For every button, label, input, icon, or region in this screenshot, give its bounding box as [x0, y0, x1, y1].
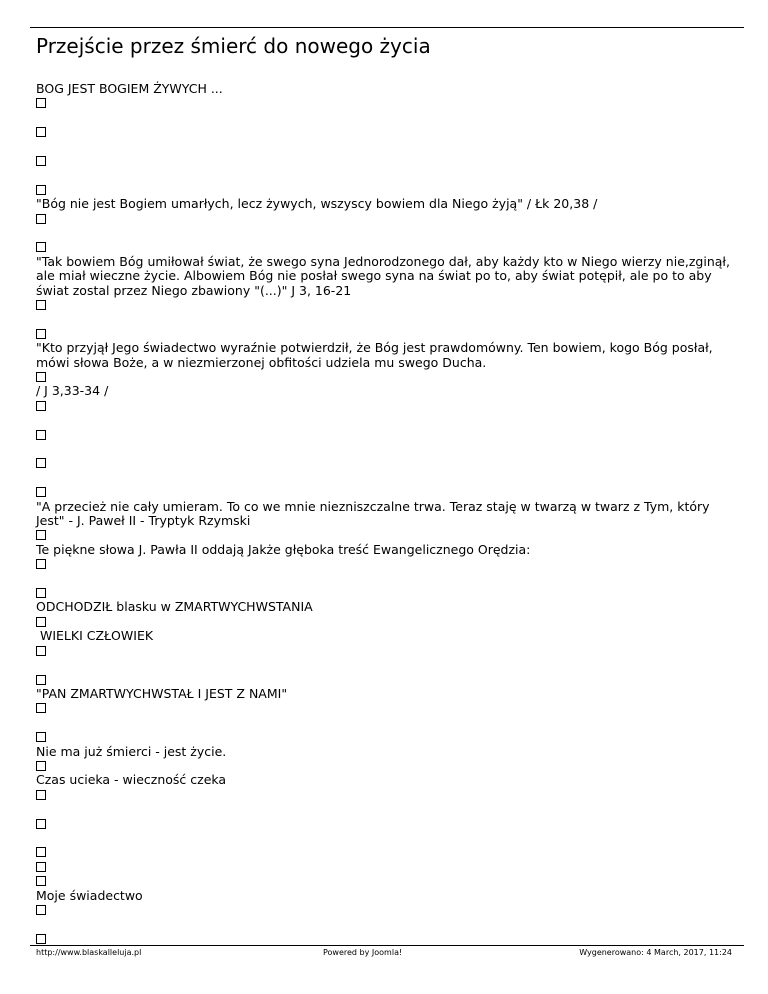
missing-glyph-box [36, 790, 46, 800]
missing-glyph-box [36, 847, 46, 857]
paragraph-nie-ma: Nie ma już śmierci - jest życie. [36, 743, 227, 759]
paragraph-quote-john-paul: "A przecież nie cały umieram. To co we mnie niezniszczalne trwa. Teraz staję w twarzą w twarz z Tym, który Jest" - J. Paweł II - Tryptyk Rzymski [36, 498, 710, 529]
missing-glyph-box [36, 329, 46, 339]
missing-glyph-box [36, 703, 46, 713]
footer-divider [30, 945, 744, 946]
footer-generated-date: Wygenerowano: 4 March, 2017, 11:24 [579, 948, 732, 957]
paragraph-quote-luke: "Bóg nie jest Bogiem umarłych, lecz żywych, wszyscy bowiem dla Niego żyją" / Łk 20,38 / [36, 196, 598, 212]
missing-glyph-box [36, 819, 46, 829]
paragraph-heading: BOG JEST BOGIEM ŻYWYCH ... [36, 81, 223, 96]
missing-glyph-box [36, 905, 46, 915]
footer-url: http://www.blaskalleluja.pl [36, 948, 142, 957]
missing-glyph-box [36, 300, 46, 310]
missing-glyph-box [36, 761, 46, 771]
paragraph-pan: "PAN ZMARTWYCHWSTAŁ I JEST Z NAMI" [36, 685, 288, 701]
missing-glyph-box [36, 214, 46, 224]
missing-glyph-box [36, 530, 46, 540]
missing-glyph-box [36, 862, 46, 872]
top-divider [30, 27, 744, 28]
missing-glyph-box [36, 242, 46, 252]
missing-glyph-box [36, 934, 46, 944]
missing-glyph-box [36, 646, 46, 656]
missing-glyph-box [36, 487, 46, 497]
missing-glyph-box [36, 458, 46, 468]
missing-glyph-box [36, 98, 46, 108]
paragraph-reference: / J 3,33-34 / [36, 383, 109, 399]
missing-glyph-box [36, 559, 46, 569]
missing-glyph-box [36, 675, 46, 685]
paragraph-odchodzil: ODCHODZIŁ blasku w ZMARTWYCHWSTANIA [36, 599, 313, 615]
page-title: Przejście przez śmierć do nowego życia [36, 34, 431, 58]
missing-glyph-box [36, 617, 46, 627]
paragraph-quote-john-3-16: "Tak bowiem Bóg umiłował świat, że swego syna Jednorodzonego dał, aby każdy kto w Niego wierzy nie,zginął, ale miał wieczne życie. Albowiem Bóg nie posłał swego syna na świat po to, aby świat potępił, ale po to aby świat zostal przez Niego zbawiony "(...)" J 3, 16-21 [36, 253, 730, 298]
missing-glyph-box [36, 156, 46, 166]
paragraph-comment: Te piękne słowa J. Pawła II oddają Jakże głęboka treść Ewangelicznego Orędzia: [36, 541, 531, 557]
article-body [36, 82, 736, 946]
missing-glyph-box [36, 401, 46, 411]
paragraph-moje: Moje świadectwo [36, 887, 143, 903]
missing-glyph-box [36, 372, 46, 382]
paragraph-czas: Czas ucieka - wieczność czeka [36, 772, 227, 788]
missing-glyph-box [36, 588, 46, 598]
missing-glyph-box [36, 127, 46, 137]
missing-glyph-box [36, 185, 46, 195]
missing-glyph-box [36, 430, 46, 440]
missing-glyph-box [36, 876, 46, 886]
paragraph-quote-john-3-33: "Kto przyjął Jego świadectwo wyraźnie potwierdził, że Bóg jest prawdomówny. Ten bowiem, kogo Bóg posłał, mówi słowa Boże, a w niezmierzonej obfitości udziela mu swego Ducha. [36, 340, 713, 370]
footer-powered-by: Powered by Joomla! [323, 948, 403, 957]
paragraph-wielki: WIELKI CZŁOWIEK [36, 628, 154, 644]
missing-glyph-box [36, 732, 46, 742]
